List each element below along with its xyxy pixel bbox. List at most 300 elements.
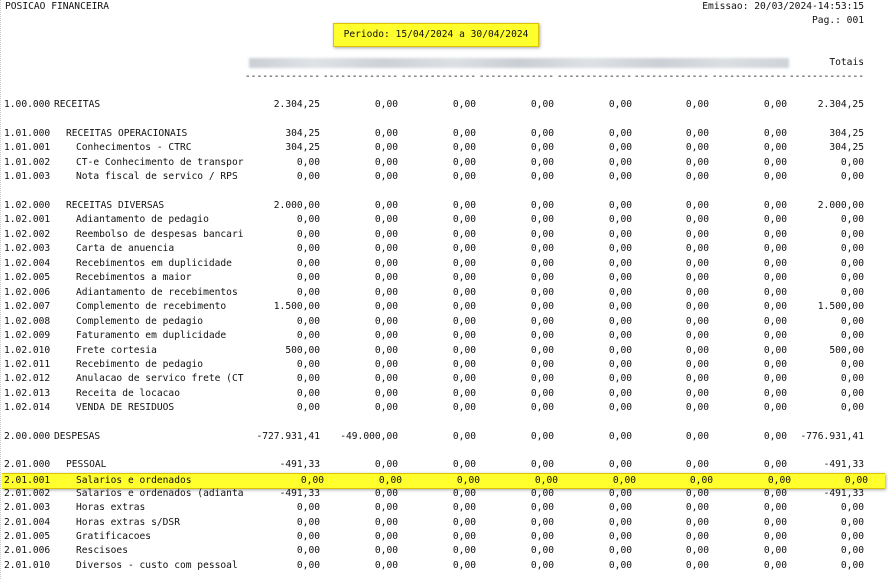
account-code: 1.02.002 — [4, 229, 51, 240]
period-value: 0,00 — [530, 345, 554, 356]
period-value: 0,00 — [608, 359, 632, 370]
period-value: 0,00 — [530, 301, 554, 312]
period-value: 0,00 — [685, 128, 709, 139]
table-row — [0, 286, 888, 300]
page-number: Pag.: 001 — [812, 15, 864, 26]
totals-column-header: Totais — [829, 57, 864, 68]
period-value: 0,00 — [530, 214, 554, 225]
period-value: 0,00 — [685, 272, 709, 283]
period-value: 0,00 — [608, 200, 632, 211]
account-code: 1.01.000 — [4, 128, 51, 139]
period-value: 0,00 — [452, 287, 476, 298]
account-description: Carta de anuencia — [76, 243, 175, 254]
period-value: 0,00 — [763, 200, 787, 211]
period-value: 0,00 — [767, 475, 791, 486]
account-code: 2.01.004 — [4, 517, 51, 528]
period-value: 0,00 — [608, 301, 632, 312]
total-value: 0,00 — [840, 373, 864, 384]
period-value: 0,00 — [685, 214, 709, 225]
period-value: 0,00 — [685, 459, 709, 470]
period-value: 0,00 — [296, 560, 320, 571]
period-value: 0,00 — [452, 330, 476, 341]
account-code: 1.02.012 — [4, 373, 51, 384]
column-dash-3: ------------- — [400, 71, 476, 82]
period-value: 0,00 — [530, 517, 554, 528]
table-row — [0, 98, 888, 112]
period-value: 0,00 — [763, 373, 787, 384]
period-value: 0,00 — [296, 229, 320, 240]
period-value: 0,00 — [452, 272, 476, 283]
period-value: 0,00 — [374, 243, 398, 254]
period-value: 0,00 — [530, 431, 554, 442]
period-value: 0,00 — [452, 229, 476, 240]
account-code: 1.01.003 — [4, 171, 51, 182]
period-value: 0,00 — [456, 475, 480, 486]
period-value: 0,00 — [763, 431, 787, 442]
total-value: 2.304,25 — [817, 99, 864, 110]
period-value: 0,00 — [763, 272, 787, 283]
period-value: -49.000,00 — [340, 431, 398, 442]
table-row — [0, 487, 888, 501]
account-description: Recebimentos em duplicidade — [76, 258, 232, 269]
period-value: 0,00 — [530, 272, 554, 283]
period-value: 0,00 — [530, 531, 554, 542]
period-value: 0,00 — [763, 488, 787, 499]
period-value: 0,00 — [685, 157, 709, 168]
total-value: 0,00 — [844, 475, 868, 486]
period-value: 0,00 — [763, 402, 787, 413]
period-value: 0,00 — [530, 388, 554, 399]
total-value: 0,00 — [840, 359, 864, 370]
period-value: 0,00 — [685, 142, 709, 153]
account-code: 1.02.010 — [4, 345, 51, 356]
column-dash-5: ------------- — [556, 71, 632, 82]
account-description: Diversos - custo com pessoal — [76, 560, 238, 571]
period-value: 0,00 — [763, 316, 787, 327]
period-value: 0,00 — [452, 359, 476, 370]
table-row — [0, 530, 888, 544]
period-value: 0,00 — [452, 531, 476, 542]
period-value: 0,00 — [530, 229, 554, 240]
period-value: 0,00 — [296, 171, 320, 182]
table-row — [0, 344, 888, 358]
period-value: 0,00 — [763, 388, 787, 399]
period-value: 0,00 — [296, 373, 320, 384]
account-code: 1.02.013 — [4, 388, 51, 399]
period-value: 0,00 — [452, 316, 476, 327]
total-value: 0,00 — [840, 287, 864, 298]
account-code: 1.00.000 — [4, 99, 51, 110]
period-value: 0,00 — [452, 243, 476, 254]
column-dash-2: ------------- — [322, 71, 398, 82]
period-value: 0,00 — [530, 171, 554, 182]
period-value: 0,00 — [612, 475, 636, 486]
total-value: 0,00 — [840, 517, 864, 528]
period-value: 0,00 — [530, 502, 554, 513]
period-value: 0,00 — [530, 545, 554, 556]
period-value: 304,25 — [285, 142, 320, 153]
table-row — [0, 372, 888, 386]
period-value: 0,00 — [296, 214, 320, 225]
period-value: 0,00 — [685, 359, 709, 370]
period-value: 0,00 — [452, 488, 476, 499]
period-value: 0,00 — [689, 475, 713, 486]
account-description: PESSOAL — [66, 459, 107, 470]
period-value: 0,00 — [452, 502, 476, 513]
period-value: 0,00 — [374, 545, 398, 556]
period-value: 0,00 — [452, 157, 476, 168]
period-value: 0,00 — [452, 128, 476, 139]
period-value: 0,00 — [763, 128, 787, 139]
account-code: 1.02.007 — [4, 301, 51, 312]
period-value: 0,00 — [608, 229, 632, 240]
period-value: 0,00 — [374, 142, 398, 153]
account-description: DESPESAS — [54, 431, 101, 442]
table-row — [0, 127, 888, 141]
account-description: Horas extras s/DSR — [76, 517, 180, 528]
period-value: 0,00 — [452, 431, 476, 442]
period-value: 0,00 — [608, 459, 632, 470]
period-value: 2.304,25 — [273, 99, 320, 110]
period-value: 0,00 — [452, 345, 476, 356]
period-value: 0,00 — [685, 388, 709, 399]
period-value: 0,00 — [452, 402, 476, 413]
period-value: 0,00 — [608, 345, 632, 356]
period-value: -491,33 — [279, 488, 320, 499]
table-row — [0, 228, 888, 242]
period-value: 0,00 — [530, 459, 554, 470]
period-value: 0,00 — [374, 128, 398, 139]
period-value: 0,00 — [374, 287, 398, 298]
period-value: 0,00 — [763, 258, 787, 269]
period-value: 0,00 — [452, 200, 476, 211]
period-value: 0,00 — [296, 402, 320, 413]
period-value: 0,00 — [763, 301, 787, 312]
period-value: 0,00 — [608, 330, 632, 341]
period-value: 0,00 — [374, 229, 398, 240]
account-code: 2.01.006 — [4, 545, 51, 556]
period-value: 0,00 — [452, 373, 476, 384]
period-highlight-box: Periodo: 15/04/2024 a 30/04/2024 — [333, 23, 539, 47]
table-row — [0, 199, 888, 213]
period-value: 0,00 — [608, 545, 632, 556]
account-description: Salarios e ordenados (adianta — [76, 488, 244, 499]
total-value: 500,00 — [829, 345, 864, 356]
period-value: 0,00 — [374, 200, 398, 211]
account-description: Conhecimentos - CTRC — [76, 142, 192, 153]
account-code: 2.01.005 — [4, 531, 51, 542]
period-value: 0,00 — [374, 517, 398, 528]
period-value: 0,00 — [296, 330, 320, 341]
total-value: 0,00 — [840, 402, 864, 413]
period-value: 0,00 — [608, 272, 632, 283]
period-value: 0,00 — [608, 488, 632, 499]
total-value: -491,33 — [823, 488, 864, 499]
account-code: 1.02.008 — [4, 316, 51, 327]
period-value: 0,00 — [374, 345, 398, 356]
total-value: 304,25 — [829, 128, 864, 139]
period-value: 0,00 — [374, 171, 398, 182]
account-code: 1.01.001 — [4, 142, 51, 153]
period-value: 0,00 — [378, 475, 402, 486]
period-value: 0,00 — [452, 214, 476, 225]
account-code: 1.02.005 — [4, 272, 51, 283]
period-value: 0,00 — [685, 316, 709, 327]
column-dash-6: ------------- — [633, 71, 709, 82]
period-value: 0,00 — [374, 214, 398, 225]
total-value: 0,00 — [840, 258, 864, 269]
period-value: 0,00 — [685, 301, 709, 312]
period-value: 0,00 — [296, 359, 320, 370]
period-value: 0,00 — [685, 517, 709, 528]
total-value: 0,00 — [840, 229, 864, 240]
period-value: 0,00 — [452, 517, 476, 528]
period-value: 0,00 — [530, 373, 554, 384]
period-value: 0,00 — [763, 171, 787, 182]
column-dash-1: ------------- — [244, 71, 320, 82]
account-description: Faturamento em duplicidade — [76, 330, 227, 341]
period-value: 0,00 — [608, 517, 632, 528]
period-value: 0,00 — [530, 142, 554, 153]
account-code: 2.01.002 — [4, 488, 51, 499]
table-row — [0, 458, 888, 472]
total-value: 2.000,00 — [817, 200, 864, 211]
total-value: 0,00 — [840, 531, 864, 542]
account-code: 1.02.011 — [4, 359, 51, 370]
period-value: 2.000,00 — [273, 200, 320, 211]
period-value: 0,00 — [374, 359, 398, 370]
table-row — [0, 156, 888, 170]
period-value: 0,00 — [530, 258, 554, 269]
period-value: 0,00 — [374, 388, 398, 399]
period-value: 1.500,00 — [273, 301, 320, 312]
total-value: 0,00 — [840, 171, 864, 182]
table-row — [0, 559, 888, 573]
period-value: 0,00 — [608, 531, 632, 542]
period-value: 0,00 — [608, 171, 632, 182]
period-value: 0,00 — [530, 128, 554, 139]
table-row — [0, 544, 888, 558]
period-value: 0,00 — [608, 157, 632, 168]
redacted-column-headers — [249, 58, 789, 68]
account-code: 1.02.004 — [4, 258, 51, 269]
period-value: 0,00 — [763, 560, 787, 571]
period-value: 304,25 — [285, 128, 320, 139]
period-value: 0,00 — [685, 229, 709, 240]
account-description: Reembolso de despesas bancari — [76, 229, 244, 240]
period-value: 0,00 — [374, 373, 398, 384]
table-row — [0, 401, 888, 415]
account-description: Frete cortesia — [76, 345, 157, 356]
account-code: 2.01.010 — [4, 560, 51, 571]
period-value: 0,00 — [763, 531, 787, 542]
account-code: 2.01.003 — [4, 502, 51, 513]
period-value: 0,00 — [608, 287, 632, 298]
period-value: 0,00 — [763, 229, 787, 240]
emission-date: Emissao: 20/03/2024-14:53:15 — [702, 1, 864, 12]
period-value: 0,00 — [763, 214, 787, 225]
period-value: 0,00 — [685, 431, 709, 442]
account-description: RECEITAS — [54, 99, 101, 110]
period-value: 0,00 — [530, 243, 554, 254]
period-value: 0,00 — [608, 502, 632, 513]
period-value: 0,00 — [530, 402, 554, 413]
period-value: 0,00 — [530, 157, 554, 168]
period-value: 0,00 — [685, 258, 709, 269]
period-value: 0,00 — [608, 258, 632, 269]
period-value: 0,00 — [763, 287, 787, 298]
period-value: 0,00 — [763, 330, 787, 341]
account-description: Recebimentos a maior — [76, 272, 192, 283]
account-code: 1.02.000 — [4, 200, 51, 211]
period-value: 0,00 — [685, 99, 709, 110]
period-value: 0,00 — [685, 287, 709, 298]
table-row — [0, 329, 888, 343]
period-value: 0,00 — [374, 531, 398, 542]
period-value: 0,00 — [763, 502, 787, 513]
period-value: 0,00 — [374, 330, 398, 341]
period-value: 0,00 — [452, 258, 476, 269]
period-value: 0,00 — [763, 545, 787, 556]
period-value: 0,00 — [452, 142, 476, 153]
account-description: Anulacao de servico frete (CT — [76, 373, 244, 384]
account-description: Complemento de pedagio — [76, 316, 204, 327]
period-value: 0,00 — [374, 459, 398, 470]
period-value: 0,00 — [530, 316, 554, 327]
period-value: 0,00 — [530, 200, 554, 211]
period-value: -491,33 — [279, 459, 320, 470]
total-value: 0,00 — [840, 214, 864, 225]
table-row — [0, 501, 888, 515]
account-description: RECEITAS DIVERSAS — [66, 200, 165, 211]
table-row — [0, 358, 888, 372]
period-value: 0,00 — [296, 258, 320, 269]
period-value: 0,00 — [530, 330, 554, 341]
period-value: 0,00 — [296, 243, 320, 254]
period-value: 0,00 — [534, 475, 558, 486]
account-description: Rescisoes — [76, 545, 128, 556]
account-code: 1.02.001 — [4, 214, 51, 225]
period-value: 0,00 — [763, 243, 787, 254]
period-value: 0,00 — [763, 157, 787, 168]
period-value: 0,00 — [374, 560, 398, 571]
table-row — [0, 257, 888, 271]
period-value: 0,00 — [296, 287, 320, 298]
period-value: 0,00 — [300, 475, 324, 486]
table-row — [0, 430, 888, 444]
period-value: 0,00 — [685, 373, 709, 384]
period-value: 0,00 — [608, 373, 632, 384]
total-value: 0,00 — [840, 243, 864, 254]
period-value: 0,00 — [296, 545, 320, 556]
period-value: 0,00 — [452, 545, 476, 556]
account-code: 1.01.002 — [4, 157, 51, 168]
period-value: 0,00 — [374, 502, 398, 513]
period-value: 0,00 — [530, 287, 554, 298]
period-value: 0,00 — [685, 545, 709, 556]
period-value: 0,00 — [685, 560, 709, 571]
period-value: 0,00 — [608, 99, 632, 110]
period-value: 0,00 — [685, 330, 709, 341]
period-value: 0,00 — [296, 502, 320, 513]
total-value: 0,00 — [840, 388, 864, 399]
table-row — [0, 242, 888, 256]
period-value: 0,00 — [608, 243, 632, 254]
report-title: POSICAO FINANCEIRA — [5, 1, 109, 12]
period-value: 0,00 — [608, 388, 632, 399]
total-value: -776.931,41 — [800, 431, 864, 442]
period-value: 0,00 — [296, 531, 320, 542]
period-value: 0,00 — [608, 214, 632, 225]
account-code: 1.02.003 — [4, 243, 51, 254]
table-row — [0, 387, 888, 401]
period-value: 0,00 — [374, 258, 398, 269]
period-value: 0,00 — [763, 517, 787, 528]
account-code: 1.02.006 — [4, 287, 51, 298]
period-value: 0,00 — [452, 459, 476, 470]
account-code: 1.02.014 — [4, 402, 51, 413]
period-value: 0,00 — [374, 99, 398, 110]
table-row — [0, 271, 888, 285]
account-description: Horas extras — [76, 502, 146, 513]
period-value: 0,00 — [374, 272, 398, 283]
account-description: Receita de locacao — [76, 388, 180, 399]
account-code: 2.01.001 — [4, 475, 51, 486]
period-value: -727.931,41 — [256, 431, 320, 442]
total-value: 0,00 — [840, 330, 864, 341]
account-code: 2.00.000 — [4, 431, 51, 442]
period-value: 0,00 — [296, 157, 320, 168]
account-description: Nota fiscal de servico / RPS — [76, 171, 238, 182]
period-value: 0,00 — [608, 316, 632, 327]
account-description: Gratificacoes — [76, 531, 152, 542]
period-value: 0,00 — [608, 431, 632, 442]
period-value: 0,00 — [685, 171, 709, 182]
account-description: Recebimento de pedagio — [76, 359, 204, 370]
period-value: 0,00 — [608, 560, 632, 571]
total-value: 0,00 — [840, 272, 864, 283]
account-description: Adiantamento de recebimentos — [76, 287, 238, 298]
period-value: 0,00 — [296, 316, 320, 327]
period-value: 0,00 — [763, 142, 787, 153]
period-value: 0,00 — [763, 99, 787, 110]
period-value: 0,00 — [685, 200, 709, 211]
period-value: 0,00 — [763, 345, 787, 356]
period-value: 0,00 — [296, 272, 320, 283]
account-description: Adiantamento de pedagio — [76, 214, 209, 225]
period-value: 0,00 — [685, 531, 709, 542]
account-description: Complemento de recebimento — [76, 301, 227, 312]
period-value: 0,00 — [530, 359, 554, 370]
period-value: 0,00 — [685, 488, 709, 499]
period-value: 0,00 — [763, 359, 787, 370]
period-value: 0,00 — [608, 128, 632, 139]
period-value: 0,00 — [685, 345, 709, 356]
table-row — [0, 516, 888, 530]
table-row — [0, 141, 888, 155]
period-value: 0,00 — [452, 560, 476, 571]
total-value: 0,00 — [840, 502, 864, 513]
total-value: -491,33 — [823, 459, 864, 470]
period-value: 0,00 — [296, 517, 320, 528]
total-value: 304,25 — [829, 142, 864, 153]
account-description: CT-e Conhecimento de transpor — [76, 157, 244, 168]
period-value: 0,00 — [452, 99, 476, 110]
period-value: 0,00 — [296, 388, 320, 399]
period-value: 0,00 — [374, 402, 398, 413]
total-value: 0,00 — [840, 316, 864, 327]
period-value: 0,00 — [685, 502, 709, 513]
